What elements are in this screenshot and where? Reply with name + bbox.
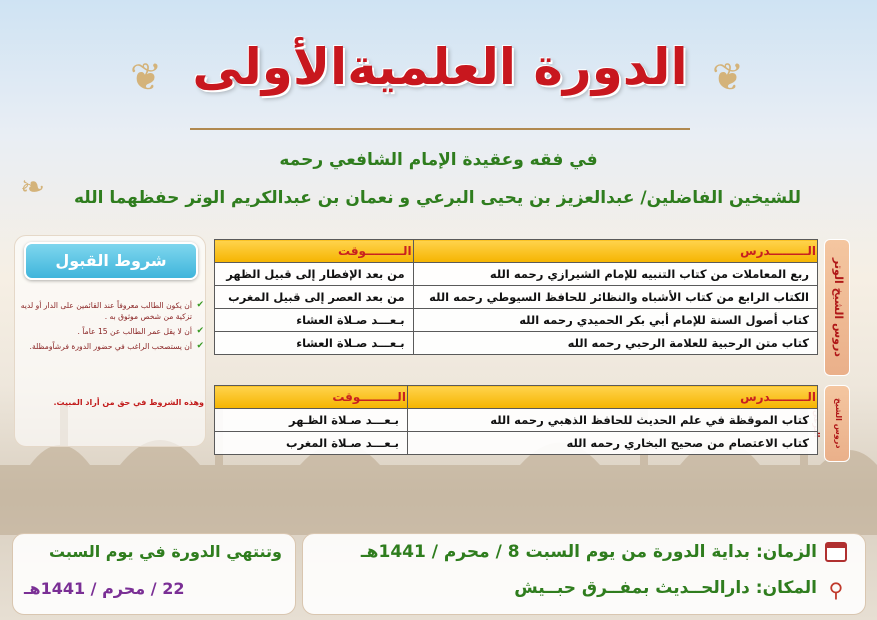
- side-label-sheikh-albarai: دروس الشيخ: [824, 385, 850, 462]
- left-small-ornament: ❧: [20, 170, 46, 205]
- time-cell: بـعـــد صـلاة المغرب: [215, 432, 408, 455]
- check-icon: ✔: [196, 341, 204, 351]
- header-time: الـــــــــوقت: [215, 240, 414, 263]
- time-cell: من بعد العصر إلى قبيل المغرب: [215, 286, 414, 309]
- check-icon: ✔: [196, 326, 204, 336]
- condition-item: ✔ أن يستصحب الراغب في حضور الدورة فرشاًومظلة.: [29, 341, 204, 351]
- course-time: الزمان: بداية الدورة من يوم السبت 8 / محرم / 1441هـ: [360, 542, 817, 562]
- calendar-icon: [825, 542, 847, 562]
- schedule-table-alwatar: [214, 239, 818, 355]
- table-header-row: [215, 240, 818, 263]
- lesson-cell: كتاب أصول السنة للإمام أبي بكر الحميدي رحمه الله: [413, 309, 817, 332]
- location-pin-icon: ⚲: [828, 578, 844, 602]
- time-cell: بـعـــد صـلاة العشاء: [215, 309, 414, 332]
- conditions-note: وهذه الشروط في حق من أراد المبيت.: [53, 398, 204, 407]
- course-place: المكان: دارالحــديث بمفــرق حبــيش: [514, 578, 817, 598]
- header-lesson: الـــــــــدرس: [413, 240, 817, 263]
- table-row: [215, 409, 818, 432]
- header-lesson: الـــــــــدرس: [407, 386, 817, 409]
- conditions-list: [18, 300, 204, 356]
- time-cell: بـعـــد صـلاة العشاء: [215, 332, 414, 355]
- left-ornament: ❦: [130, 55, 162, 99]
- side-label-sheikh-alwatar: دروس الشيخ الوتر: [824, 239, 850, 376]
- time-cell: من بعد الإفطار إلى قبيل الظهر: [215, 263, 414, 286]
- course-subtitle: في فقه وعقيدة الإمام الشافعي رحمه: [279, 150, 598, 170]
- right-ornament: ❦: [712, 55, 744, 99]
- table-row: [215, 332, 818, 355]
- lesson-cell: ربع المعاملات من كتاب التنبيه للإمام الشيرازي رحمه الله: [413, 263, 817, 286]
- condition-item: ✔ أن لا يقل عمر الطالب عن 15 عاماً .: [77, 326, 204, 336]
- schedule-table-albarai: [214, 385, 818, 455]
- table-row: [215, 309, 818, 332]
- table-header-row: [215, 386, 818, 409]
- teachers-line: للشيخين الفاضلين/ عبدالعزيز بن يحيى البرعي و نعمان بن عبدالكريم الوتر حفظهما الله: [73, 188, 802, 208]
- lesson-cell: الكتاب الرابع من كتاب الأشباه والنظائر للحافظ السيوطي رحمه الله: [413, 286, 817, 309]
- time-cell: بـعـــد صـلاة الظـهر: [215, 409, 408, 432]
- course-end-date: 22 / محرم / 1441هـ: [24, 579, 185, 598]
- title-divider: [190, 128, 690, 130]
- table-row: [215, 263, 818, 286]
- conditions-title: شروط القبول: [24, 242, 198, 280]
- check-icon: ✔: [196, 300, 204, 310]
- lesson-cell: كتاب متن الرحبية للعلامة الرحبي رحمه الله: [413, 332, 817, 355]
- lesson-cell: كتاب الموقظة في علم الحديث للحافظ الذهبي رحمه الله: [407, 409, 817, 432]
- header-time: الـــــــــوقت: [215, 386, 408, 409]
- lesson-cell: كتاب الاعتصام من صحيح البخاري رحمه الله: [407, 432, 817, 455]
- poster-title: الدورة العلميةالأولى: [192, 38, 688, 96]
- condition-item: ✔ أن يكون الطالب معروفاً عند القائمين على الدار أو لديه تزكية من شخص موثوق به .: [20, 300, 204, 321]
- table-row: [215, 286, 818, 309]
- course-end-label: وتنتهي الدورة في يوم السبت: [48, 542, 282, 561]
- table-row: [215, 432, 818, 455]
